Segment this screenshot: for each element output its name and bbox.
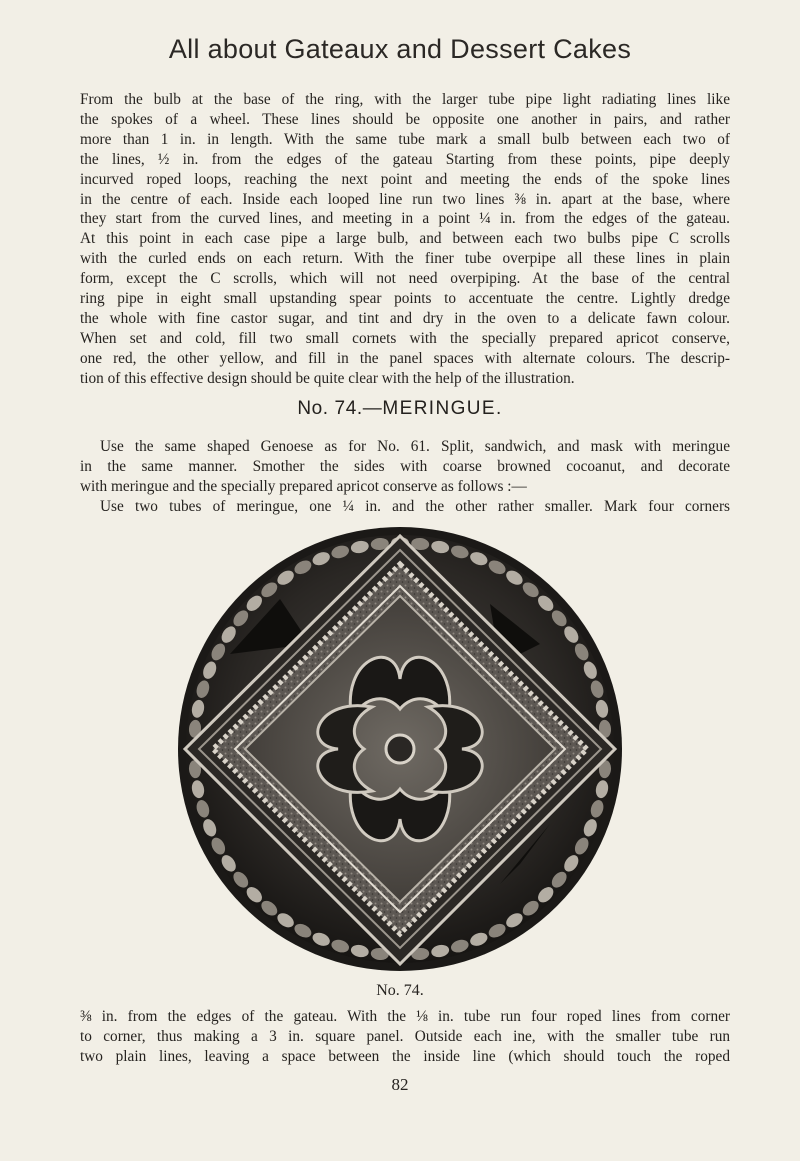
page-number: 82 — [391, 1075, 409, 1094]
text-line: with the curled ends on each return. With the finer tube overpipe all these lines in plain — [80, 250, 730, 268]
gateau-photograph — [170, 524, 630, 974]
figure-caption: No. 74. — [376, 982, 424, 999]
text-line: to corner, thus making a 3 in. square panel. Outside each ine, with the smaller tube run — [80, 1027, 730, 1045]
text-line: the whole with fine castor sugar, and tint and dry in the oven to a delicate fawn colour. — [80, 309, 730, 327]
gateau-illustration — [170, 524, 630, 974]
section-title: MERINGUE. — [382, 398, 503, 419]
text-line: with meringue and the specially prepared apricot conserve as follows :— — [80, 477, 527, 495]
section-separator: — — [362, 398, 383, 419]
text-line: From the bulb at the base of the ring, with the larger tube pipe light radiating lines like — [80, 91, 730, 108]
text-line: ⅜ in. from the edges of the gateau. With the ⅛ in. tube run four roped lines from corner — [80, 1008, 730, 1025]
centre-bulb — [386, 735, 414, 763]
running-head: All about Gateaux and Dessert Cakes — [168, 34, 632, 64]
section-heading — [0, 398, 800, 420]
text-line: Use two tubes of meringue, one ¼ in. and the other rather smaller. Mark four corners — [100, 497, 730, 515]
paragraph-meringue-continued — [80, 1007, 730, 1067]
text-line: form, except the C scrolls, which will not need overpiping. At the base of the central — [80, 270, 730, 288]
text-line: two plain lines, leaving a space between the inside line (which should touch the roped — [80, 1047, 730, 1065]
text-line: incurved roped loops, reaching the next point and meeting the ends of the spoke lines — [80, 170, 730, 188]
text-line: in the same manner. Smother the sides with coarse browned cocoanut, and decorate — [80, 457, 730, 475]
paragraph-piping-instructions — [80, 90, 730, 389]
text-line: in the centre of each. Inside each looped line run two lines ⅜ in. apart at the base, where — [80, 190, 730, 208]
text-line: the lines, ½ in. from the edges of the gateau Starting from these points, pipe deeply — [80, 150, 730, 168]
section-number: No. 74. — [297, 398, 363, 419]
text-line: they start from the curved lines, and meeting in a point ¼ in. from the edges of the gateau. — [80, 210, 730, 228]
text-line: When set and cold, fill two small cornets with the specially prepared apricot conserve, — [80, 329, 730, 347]
text-line: At this point in each case pipe a large bulb, and between each two bulbs pipe C scrolls — [80, 230, 730, 248]
text-line: Use the same shaped Genoese as for No. 61. Split, sandwich, and mask with meringue — [100, 438, 730, 455]
text-line: tion of this effective design should be quite clear with the help of the illustration. — [80, 369, 575, 387]
text-line: more than 1 in. in length. With the same tube mark a small bulb between each two of — [80, 130, 730, 148]
paragraph-meringue-intro — [80, 437, 730, 517]
text-line: ring pipe in eight small upstanding spear points to accentuate the centre. Lightly dredge — [80, 290, 730, 308]
text-line: the spokes of a wheel. These lines should be opposite one another in pairs, and rather — [80, 110, 730, 128]
text-line: one red, the other yellow, and fill in the panel spaces with alternate colours. The descrip- — [80, 349, 730, 367]
